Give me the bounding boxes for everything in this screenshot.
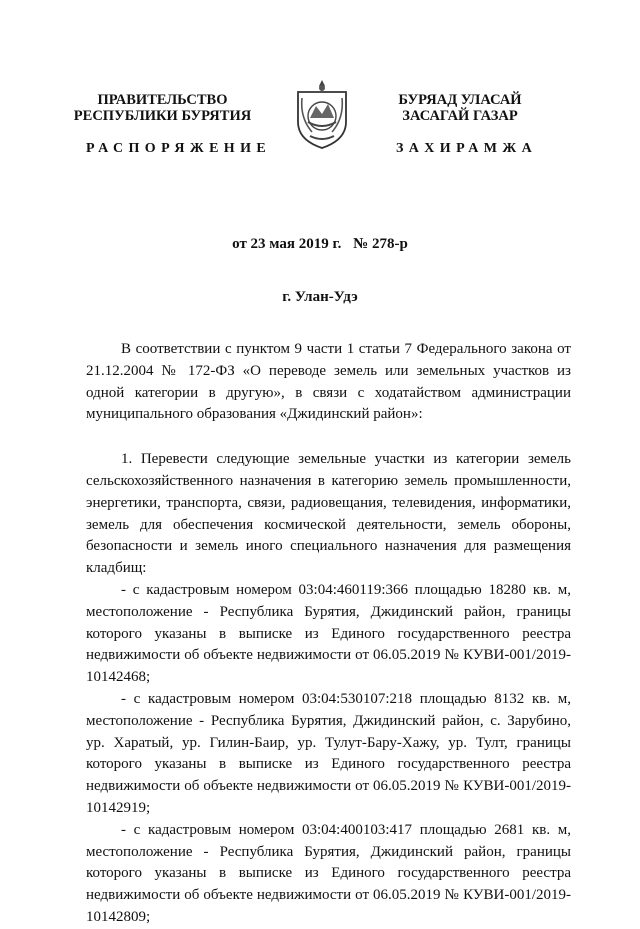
document-kind-ru: РАСПОРЯЖЕНИЕ bbox=[86, 141, 272, 156]
preamble-paragraph: В соответствии с пунктом 9 части 1 статьи 7 Федерального закона от 21.12.2004 № 172-ФЗ «О переводе земель или земельных участков из одной категории в другую», в связи с ходатайством администрации муниципального образования «Джидинский район»: bbox=[86, 341, 571, 423]
header-right-line2: ЗАСАГАЙ ГАЗАР bbox=[402, 108, 518, 124]
land-plot-1: - с кадастровым номером 03:04:460119:366 площадью 18280 кв. м, местоположение - Республика Бурятия, Джидинский район, границы которого указаны в выписке из Единого государственного реестра недвижимости об объекте недвижимости от 06.05.2019 № КУВИ-001/2019-10142468; bbox=[86, 581, 571, 686]
document-body bbox=[86, 339, 571, 929]
land-plot-2: - с кадастровым номером 03:04:530107:218 площадью 8132 кв. м, местоположение - Республика Бурятия, Джидинский район, с. Зарубино, ур. Харатый, ур. Гилин-Баир, ур. Тулут-Бару-Хажу, ур. Тулт, границы которого указаны в выписке из Единого государственного реестра недвижимости об объекте недвижимости от 06.05.2019 № КУВИ-001/2019-10142919; bbox=[86, 690, 571, 816]
coat-of-arms-icon bbox=[296, 78, 348, 150]
header-left bbox=[70, 92, 255, 124]
header-right-line1: БУРЯАД УЛАСАЙ bbox=[398, 92, 522, 108]
document-kind-bua: ЗАХИРАМЖА bbox=[396, 141, 538, 156]
header-right bbox=[375, 92, 545, 124]
document-city: г. Улан-Удэ bbox=[282, 289, 358, 305]
document-date-number bbox=[0, 236, 640, 253]
header-left-line1: ПРАВИТЕЛЬСТВО bbox=[97, 92, 228, 108]
document-number: № 278-р bbox=[353, 236, 408, 252]
header-left-line2: РЕСПУБЛИКИ БУРЯТИЯ bbox=[73, 108, 252, 124]
document-date: от 23 мая 2019 г. bbox=[232, 236, 342, 252]
item-1-paragraph: 1. Перевести следующие земельные участки из категории земель сельскохозяйственного назначения в категорию земель промышленности, энергетики, транспорта, связи, радиовещания, телевидения, информатики, земель для обеспечения космической деятельности, земель обороны, безопасности и земель иного специального назначения для размещения кладбищ: bbox=[86, 451, 571, 577]
land-plot-3: - с кадастровым номером 03:04:400103:417 площадью 2681 кв. м, местоположение - Республика Бурятия, Джидинский район, границы которого указаны в выписке из Единого государственного реестра недвижимости об объекте недвижимости от 06.05.2019 № КУВИ-001/2019-10142809; bbox=[86, 821, 571, 925]
